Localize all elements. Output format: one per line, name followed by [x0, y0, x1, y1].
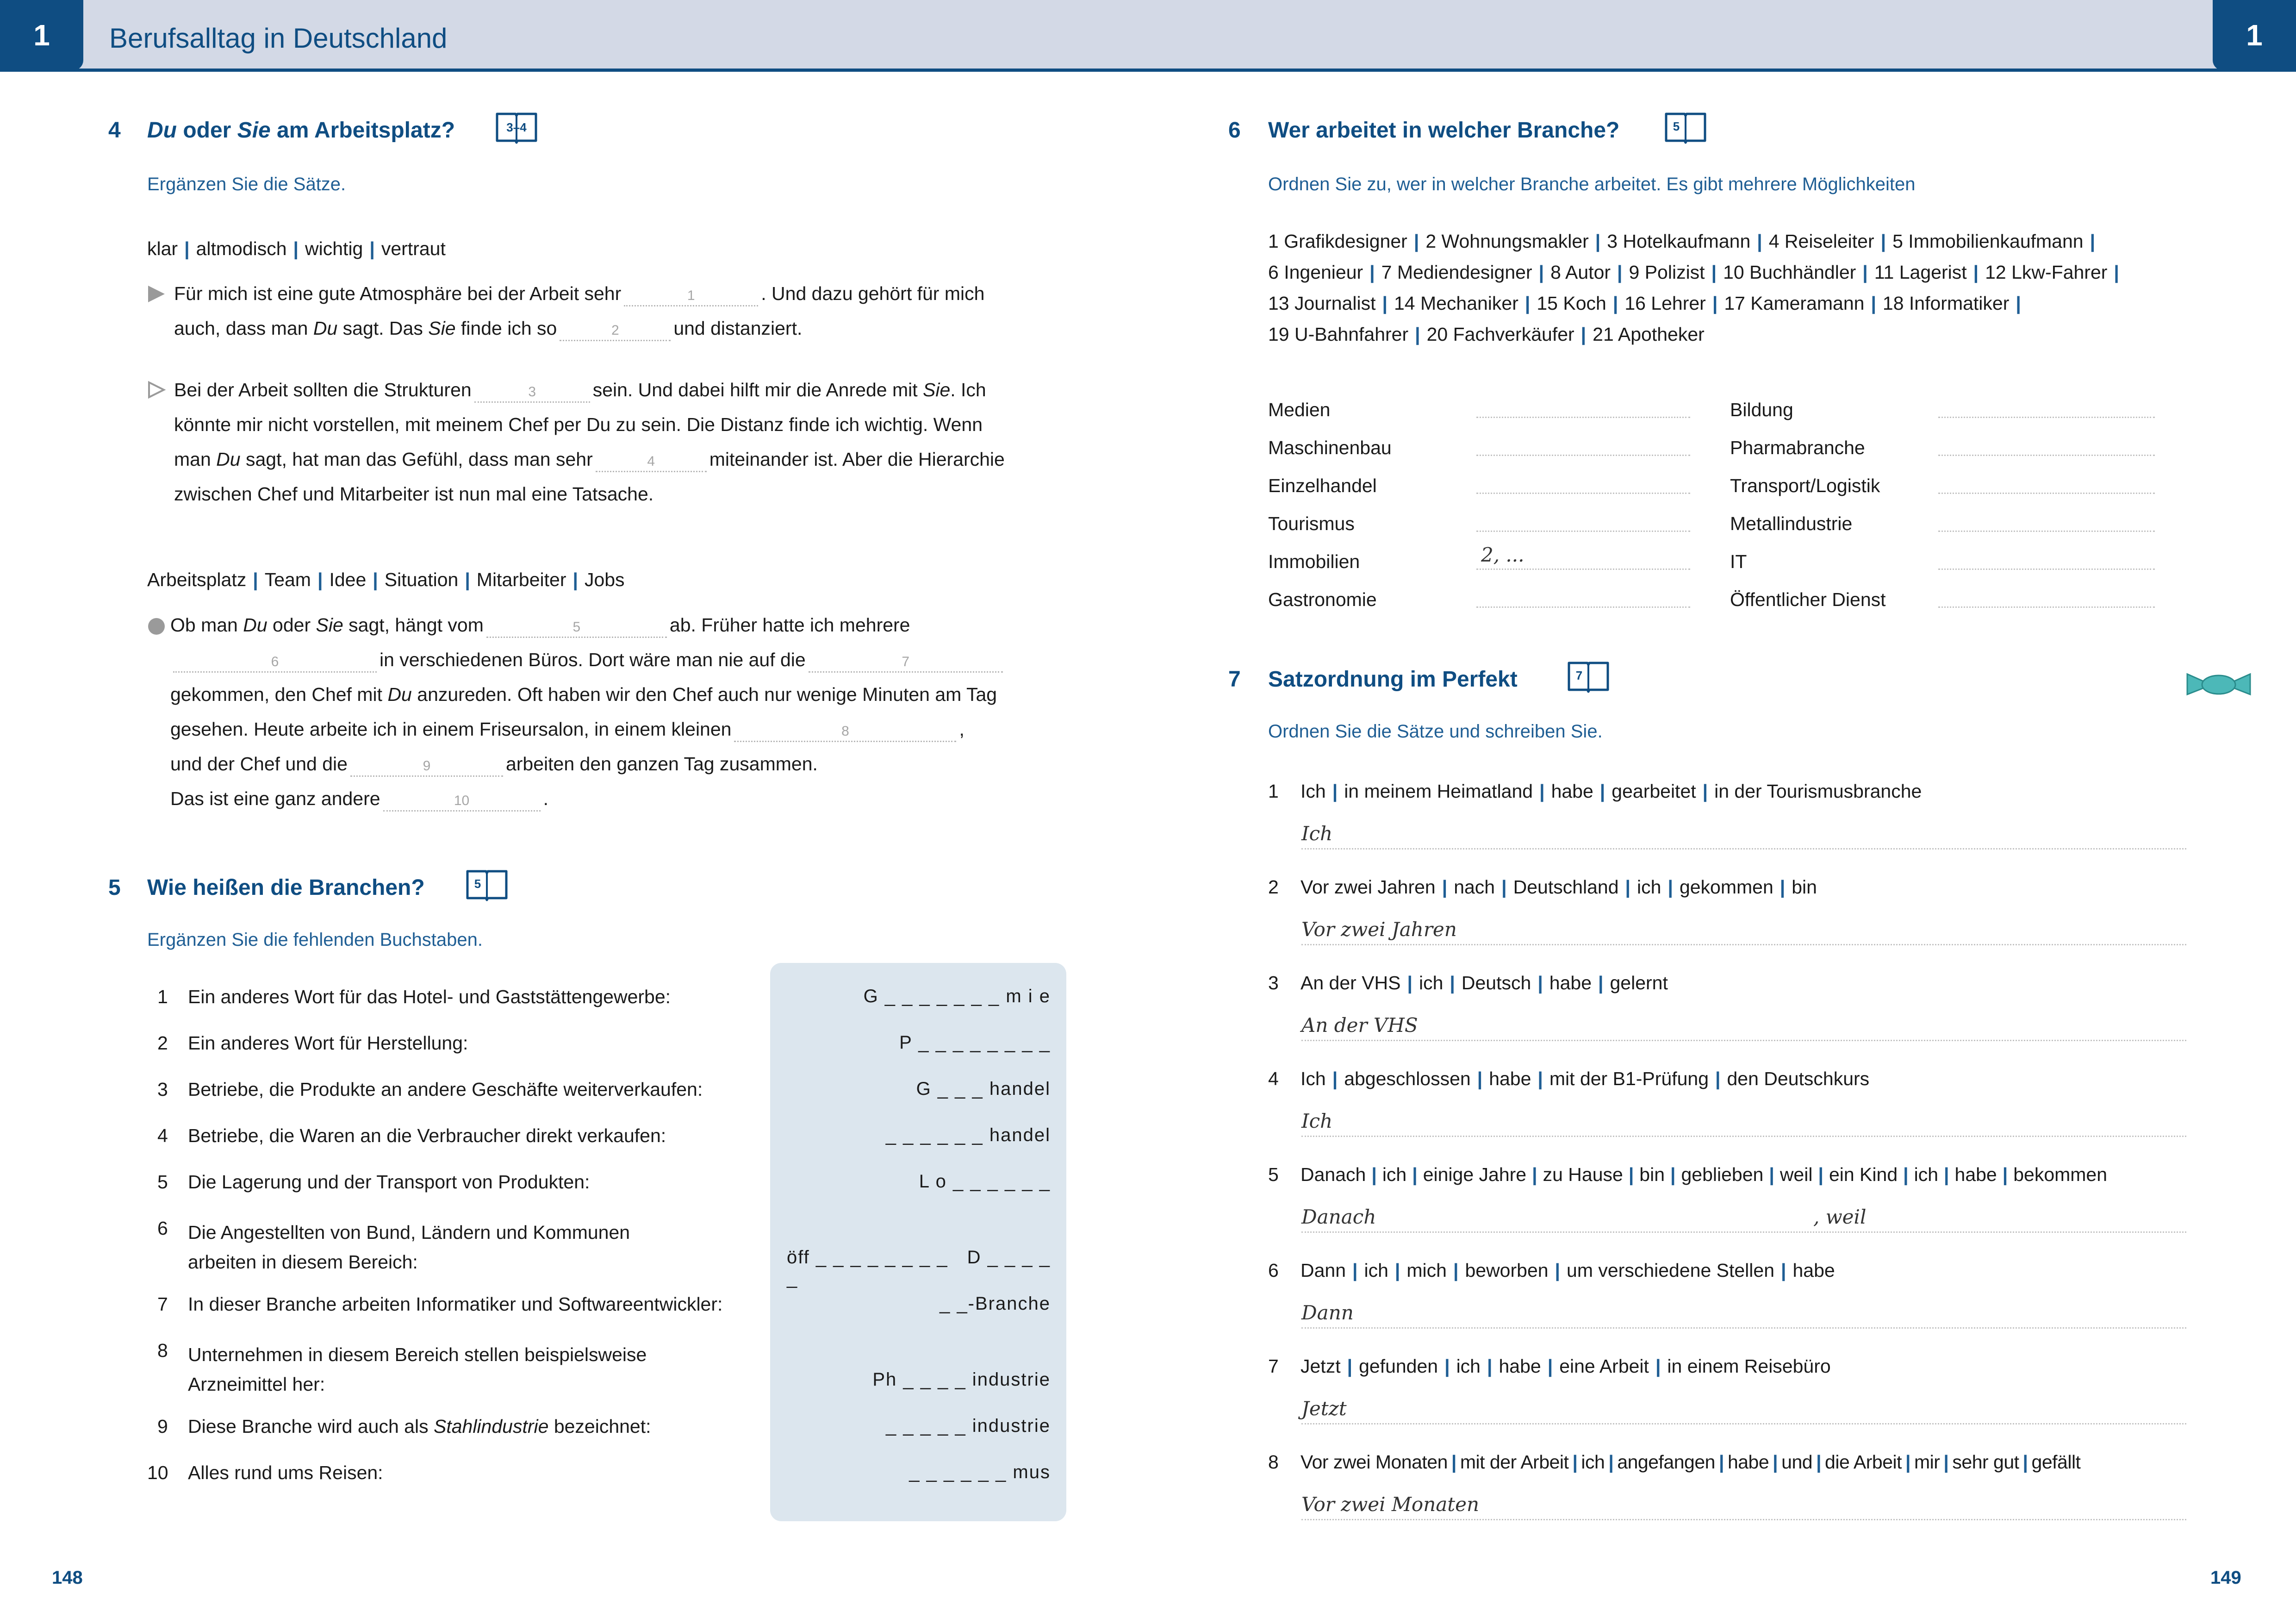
question-text: Betriebe, die Produkte an andere Geschäfte weiterverkaufen: — [188, 1079, 703, 1100]
answer-line[interactable] — [1301, 1134, 2186, 1137]
exercise-4-number: 4 — [108, 118, 121, 143]
exercise-6-number: 6 — [1228, 118, 1241, 143]
word-chunk: in der Tourismusbranche — [1714, 781, 1922, 802]
list-item: 3 — [157, 1079, 168, 1100]
separator: | — [1555, 1260, 1561, 1281]
word-chunk: den Deutschkurs — [1727, 1068, 1870, 1089]
word-order-row — [1300, 1157, 2107, 1192]
word-chunk: sehr gut — [1952, 1451, 2019, 1473]
separator: | — [1702, 781, 1708, 802]
play-icon — [147, 285, 166, 303]
word-chunk: habe — [1727, 1451, 1769, 1473]
word-chunk: habe — [1954, 1164, 1997, 1185]
separator: | — [1816, 1451, 1822, 1473]
answer-field[interactable]: _ _ _ _ _ _ handel — [885, 1125, 1051, 1145]
word-chunk: ich — [1419, 972, 1444, 993]
chapter-tab-left: 1 — [0, 0, 83, 70]
word-chunk: weil — [1780, 1164, 1813, 1185]
blank-3[interactable]: 3 — [474, 383, 590, 403]
blank-4[interactable]: 4 — [596, 452, 707, 472]
separator: | — [1780, 876, 1786, 898]
list-item: 7 — [157, 1293, 168, 1315]
word-chunk: Ich — [1300, 1068, 1326, 1089]
list-item: 6 — [157, 1218, 168, 1239]
sentence-start: Ich — [1301, 1110, 1333, 1132]
sentence-start: Vor zwei Jahren — [1301, 918, 1457, 941]
answer-line[interactable] — [1476, 415, 1690, 418]
sentence-start: Vor zwei Monaten — [1301, 1493, 1480, 1516]
word-chunk: und — [1781, 1451, 1813, 1473]
separator: | — [1537, 1068, 1543, 1089]
separator: | — [1450, 972, 1455, 993]
page-number-left: 148 — [52, 1568, 83, 1588]
word-chunk: ich — [1914, 1164, 1939, 1185]
branch-label: Öffentlicher Dienst — [1730, 589, 1886, 610]
word-chunk: die Arbeit — [1825, 1451, 1902, 1473]
word-chunk: Vor zwei Monaten — [1300, 1451, 1448, 1473]
question-text: Betriebe, die Waren an die Verbraucher direkt verkaufen: — [188, 1125, 666, 1146]
separator: | — [1769, 1164, 1774, 1185]
blank-8[interactable]: 8 — [734, 722, 956, 742]
word-box-2: Arbeitsplatz | Team | Idee | Situation | Mitarbeiter | Jobs — [147, 569, 625, 590]
question-text: Ein anderes Wort für das Hotel- und Gaststättengewerbe: — [188, 986, 671, 1007]
word-chunk: gekommen — [1679, 876, 1773, 898]
page-number-right: 149 — [2210, 1568, 2241, 1588]
exercise-4-title: Du oder Sie am Arbeitsplatz? — [147, 118, 455, 143]
book-icon — [494, 110, 539, 147]
exercise-6-instruction: Ordnen Sie zu, wer in welcher Branche arbeitet. Es gibt mehrere Möglichkeiten — [1268, 174, 1916, 194]
blank-2[interactable]: 2 — [560, 321, 671, 341]
exercise-5-number: 5 — [108, 875, 121, 900]
svg-text:7: 7 — [1575, 668, 1583, 682]
blank-6[interactable]: 6 — [173, 653, 377, 673]
answer-field[interactable]: _ _ _ _ _ industrie — [886, 1416, 1051, 1436]
branch-label: Medien — [1268, 399, 1331, 420]
word-order-row — [1300, 1253, 1835, 1288]
header-rule — [0, 69, 2296, 72]
answer-field[interactable]: L o _ _ _ _ _ _ — [919, 1171, 1051, 1192]
word-box-1: klar | altmodisch | wichtig | vertraut — [147, 238, 446, 259]
word-chunk: bin — [1639, 1164, 1665, 1185]
answer-line[interactable] — [1476, 529, 1690, 532]
dialogue-paragraph-3: Ob man Du oder Sie sagt, hängt vom 5 ab. Früher hatte ich mehrere 6 in verschiedenen Büros. Dort wäre man nie auf die 7 gekommen, den Chef mit Du anzureden. Oft haben wir den Chef auch nur wenige Minuten am Tag gesehen. Heute arbeite ich in einem Friseursalon, in einem kleinen 8 , und der Chef und die 9 arbeiten den ganzen Tag zusammen. Das ist eine ganz andere 10 . — [170, 608, 1087, 816]
word-order-row — [1300, 1349, 1831, 1384]
separator: | — [1599, 781, 1605, 802]
word-chunk: habe — [1551, 781, 1593, 802]
word-chunk: Danach — [1300, 1164, 1366, 1185]
separator: | — [1625, 876, 1631, 898]
word-chunk: ich — [1382, 1164, 1407, 1185]
list-item: 2 — [157, 1032, 168, 1054]
answer-line[interactable] — [1301, 1325, 2186, 1329]
word-order-row — [1300, 1062, 1869, 1096]
sentence-number: 4 — [1268, 1068, 1279, 1089]
book-icon — [1566, 659, 1611, 696]
answer-field[interactable]: _ _-Branche — [940, 1293, 1051, 1314]
answer-field[interactable]: P _ _ _ _ _ _ _ _ — [899, 1032, 1051, 1053]
blank-10[interactable]: 10 — [383, 792, 541, 812]
word-chunk: habe — [1549, 972, 1592, 993]
answer-line[interactable] — [1938, 491, 2155, 494]
list-item: 9 — [157, 1416, 168, 1437]
blank-1[interactable]: 1 — [624, 287, 758, 306]
separator: | — [1718, 1451, 1724, 1473]
answer-line[interactable] — [1301, 1230, 2186, 1233]
answer-line[interactable] — [1476, 453, 1690, 456]
exercise-5-instruction: Ergänzen Sie die fehlenden Buchstaben. — [147, 930, 483, 950]
word-chunk: bin — [1792, 876, 1817, 898]
sentence-start: Dann — [1301, 1301, 1354, 1324]
branch-label: Pharmabranche — [1730, 437, 1865, 458]
word-chunk: in meinem Heimatland — [1344, 781, 1533, 802]
answer-field[interactable]: G _ _ _ handel — [916, 1079, 1051, 1099]
word-chunk: mir — [1914, 1451, 1940, 1473]
sentence-number: 7 — [1268, 1355, 1279, 1377]
separator: | — [1773, 1451, 1778, 1473]
separator: | — [1412, 1164, 1418, 1185]
branch-label: Transport/Logistik — [1730, 475, 1880, 496]
separator: | — [1628, 1164, 1634, 1185]
blank-9[interactable]: 9 — [350, 757, 503, 777]
chapter-title: Berufsalltag in Deutschland — [109, 23, 448, 54]
exercise-5-title: Wie heißen die Branchen? — [147, 875, 425, 900]
separator: | — [1903, 1164, 1909, 1185]
question-text: Ein anderes Wort für Herstellung: — [188, 1032, 468, 1054]
separator: | — [1539, 781, 1545, 802]
word-chunk: Deutschland — [1513, 876, 1619, 898]
svg-text:5: 5 — [474, 877, 481, 891]
word-chunk: mich — [1406, 1260, 1447, 1281]
separator: | — [1818, 1164, 1823, 1185]
answer-line[interactable] — [1938, 605, 2155, 608]
dialogue-paragraph-2: Bei der Arbeit sollten die Strukturen 3 sein. Und dabei hilft mir die Anrede mit Sie. Ich könnte mir nicht vorstellen, mit meinem Chef per Du zu sein. Die Distanz finde ich wichtig. Wenn man Du sagt, hat man das Gefühl, dass man sehr 4 miteinander ist. Aber die Hierarchie zwischen Chef und Mitarbeiter ist nun mal eine Tatsache. — [174, 379, 1005, 505]
sentence-number: 3 — [1268, 972, 1279, 993]
answer-field[interactable]: _ _ _ _ _ _ mus — [909, 1462, 1051, 1482]
sentence-number: 6 — [1268, 1260, 1279, 1281]
exercise-7-number: 7 — [1228, 667, 1241, 692]
word-chunk: angefangen — [1617, 1451, 1715, 1473]
branch-label: Tourismus — [1268, 513, 1355, 534]
list-item: 1 — [157, 986, 168, 1007]
word-chunk: Jetzt — [1300, 1355, 1341, 1377]
separator: | — [1442, 876, 1448, 898]
sentence-middle: , weil — [1813, 1206, 1870, 1228]
word-chunk: habe — [1499, 1355, 1541, 1377]
word-chunk: nach — [1454, 876, 1495, 898]
separator: | — [2022, 1451, 2028, 1473]
blank-7[interactable]: 7 — [809, 653, 1003, 673]
branch-label: Immobilien — [1268, 551, 1360, 572]
separator: | — [1655, 1355, 1661, 1377]
word-chunk: habe — [1489, 1068, 1531, 1089]
separator: | — [1451, 1451, 1456, 1473]
separator: | — [1453, 1260, 1459, 1281]
word-chunk: Dann — [1300, 1260, 1346, 1281]
question-text: Unternehmen in diesem Bereich stellen beispielsweise Arzneimittel her: — [188, 1344, 647, 1395]
word-order-row — [1300, 774, 1922, 809]
separator: | — [1332, 781, 1338, 802]
question-text: In dieser Branche arbeiten Informatiker und Softwareentwickler: — [188, 1293, 723, 1315]
answer-line[interactable] — [1301, 846, 2186, 849]
answer-line[interactable] — [1476, 605, 1690, 608]
word-chunk: beworben — [1465, 1260, 1549, 1281]
separator: | — [1547, 1355, 1553, 1377]
word-chunk: eine Arbeit — [1559, 1355, 1649, 1377]
sentence-number: 2 — [1268, 876, 1279, 898]
branch-label: Einzelhandel — [1268, 475, 1377, 496]
separator: | — [1670, 1164, 1676, 1185]
sentence-number: 5 — [1268, 1164, 1279, 1185]
exercise-6-title: Wer arbeitet in welcher Branche? — [1268, 118, 1620, 143]
answer-line[interactable] — [1301, 1421, 2186, 1424]
book-icon — [1663, 110, 1708, 147]
chapter-tab-right: 1 — [2213, 0, 2296, 70]
word-chunk: Ich — [1300, 781, 1326, 802]
question-text: Diese Branche wird auch als Stahlindustrie bezeichnet: — [188, 1416, 651, 1437]
separator: | — [1537, 972, 1543, 993]
exercise-7-title: Satzordnung im Perfekt — [1268, 667, 1518, 692]
word-chunk: ich — [1637, 876, 1661, 898]
answer-line[interactable] — [1301, 1038, 2186, 1041]
separator: | — [1781, 1260, 1786, 1281]
answer-field[interactable]: Ph _ _ _ _ industrie — [872, 1369, 1051, 1390]
branch-label: Gastronomie — [1268, 589, 1377, 610]
answer-line[interactable] — [1938, 529, 2155, 532]
word-chunk: ich — [1581, 1451, 1605, 1473]
candy-icon — [2185, 670, 2252, 700]
separator: | — [1444, 1355, 1450, 1377]
sentence-start: An der VHS — [1301, 1014, 1418, 1037]
word-chunk: Deutsch — [1461, 972, 1531, 993]
word-chunk: ich — [1456, 1355, 1481, 1377]
branch-label: Metallindustrie — [1730, 513, 1853, 534]
word-chunk: mit der B1-Prüfung — [1549, 1068, 1709, 1089]
separator: | — [1532, 1164, 1537, 1185]
separator: | — [1332, 1068, 1338, 1089]
separator: | — [1944, 1164, 1949, 1185]
exercise-7-instruction: Ordnen Sie die Sätze und schreiben Sie. — [1268, 721, 1603, 742]
separator: | — [1487, 1355, 1493, 1377]
answer-line[interactable] — [1476, 491, 1690, 494]
sentence-start: Jetzt — [1301, 1397, 1347, 1420]
word-chunk: geblieben — [1681, 1164, 1764, 1185]
answer-line[interactable] — [1938, 567, 2155, 570]
list-item: 8 — [157, 1340, 168, 1361]
word-order-row — [1300, 1445, 2080, 1480]
separator: | — [1572, 1451, 1578, 1473]
separator: | — [1394, 1260, 1400, 1281]
word-chunk: bekommen — [2013, 1164, 2108, 1185]
answer-line[interactable] — [1301, 942, 2186, 945]
job-list: 1 Grafikdesigner | 2 Wohnungsmakler | 3 Hotelkaufmann | 4 Reiseleiter | 5 Immobilienkaufmann | 6 Ingenieur | 7 Mediendesigner | 8 Autor | 9 Polizist | 10 Buchhändler | 11 Lagerist | 12 Lkw-Fahrer | 13 Journalist | 14 Mechaniker | 15 Koch | 16 Lehrer | 17 Kameramann | 18 Informatiker | 19 U-Bahnfahrer | 20 Fachverkäufer | 21 Apotheker — [1268, 231, 2119, 345]
answer-field[interactable]: D _ _ _ _ — [967, 1247, 1051, 1268]
branch-label: IT — [1730, 551, 1747, 572]
word-chunk: abgeschlossen — [1344, 1068, 1471, 1089]
separator: | — [1943, 1451, 1949, 1473]
list-item: 4 — [157, 1125, 168, 1146]
question-text: Die Lagerung und der Transport von Produkten: — [188, 1171, 590, 1193]
separator: | — [1598, 972, 1604, 993]
answer-field[interactable]: G _ _ _ _ _ _ _ m i e — [863, 986, 1051, 1006]
answer-line[interactable] — [1938, 415, 2155, 418]
branch-label: Bildung — [1730, 399, 1793, 420]
word-chunk: An der VHS — [1300, 972, 1401, 993]
word-chunk: mit der Arbeit — [1460, 1451, 1569, 1473]
separator: | — [2002, 1164, 2008, 1185]
word-chunk: Vor zwei Jahren — [1300, 876, 1436, 898]
blank-5[interactable]: 5 — [486, 618, 667, 638]
separator: | — [1407, 972, 1412, 993]
answer-line[interactable] — [1938, 453, 2155, 456]
word-chunk: gelernt — [1610, 972, 1668, 993]
word-chunk: gearbeitet — [1612, 781, 1696, 802]
word-chunk: gefällt — [2031, 1451, 2081, 1473]
separator: | — [1668, 876, 1673, 898]
book-icon — [465, 868, 509, 904]
branch-label: Maschinenbau — [1268, 437, 1392, 458]
word-chunk: habe — [1792, 1260, 1835, 1281]
word-chunk: ich — [1364, 1260, 1388, 1281]
separator: | — [1352, 1260, 1358, 1281]
dialogue-paragraph-1: Für mich ist eine gute Atmosphäre bei der Arbeit sehr 1 . Und dazu gehört für mich auch, dass man Du sagt. Das Sie finde ich so 2 und distanziert. — [174, 276, 1081, 346]
word-order-row — [1300, 870, 1817, 905]
word-chunk: um verschiedene Stellen — [1567, 1260, 1775, 1281]
sentence-start: Ich — [1301, 822, 1333, 845]
separator: | — [1905, 1451, 1910, 1473]
word-chunk: zu Hause — [1543, 1164, 1623, 1185]
answer-field[interactable]: öff _ _ _ _ _ _ _ _ _ — [787, 1247, 948, 1288]
sentence-start: Danach — [1301, 1206, 1376, 1228]
list-item: 5 — [157, 1171, 168, 1193]
separator: | — [1347, 1355, 1353, 1377]
word-chunk: gefunden — [1359, 1355, 1438, 1377]
word-chunk: ein Kind — [1829, 1164, 1898, 1185]
separator: | — [1715, 1068, 1721, 1089]
word-chunk: einige Jahre — [1423, 1164, 1527, 1185]
bullet-circle-icon — [147, 617, 166, 636]
sample-answer: 2, ... — [1481, 543, 1524, 566]
svg-text:3–4: 3–4 — [506, 120, 527, 134]
answer-line[interactable] — [1476, 567, 1690, 570]
answer-line[interactable] — [1301, 1517, 2186, 1520]
separator: | — [1371, 1164, 1377, 1185]
question-text: Die Angestellten von Bund, Ländern und Kommunen arbeiten in diesem Bereich: — [188, 1222, 630, 1273]
separator: | — [1477, 1068, 1483, 1089]
svg-text:5: 5 — [1673, 119, 1680, 133]
separator: | — [1501, 876, 1507, 898]
exercise-4-instruction: Ergänzen Sie die Sätze. — [147, 174, 346, 194]
word-order-row — [1300, 966, 1668, 1000]
sentence-number: 1 — [1268, 781, 1279, 802]
question-text: Alles rund ums Reisen: — [188, 1462, 383, 1483]
word-chunk: in einem Reisebüro — [1667, 1355, 1831, 1377]
sentence-number: 8 — [1268, 1451, 1279, 1473]
play-outline-icon — [147, 381, 166, 399]
separator: | — [1608, 1451, 1614, 1473]
list-item: 10 — [147, 1462, 168, 1483]
